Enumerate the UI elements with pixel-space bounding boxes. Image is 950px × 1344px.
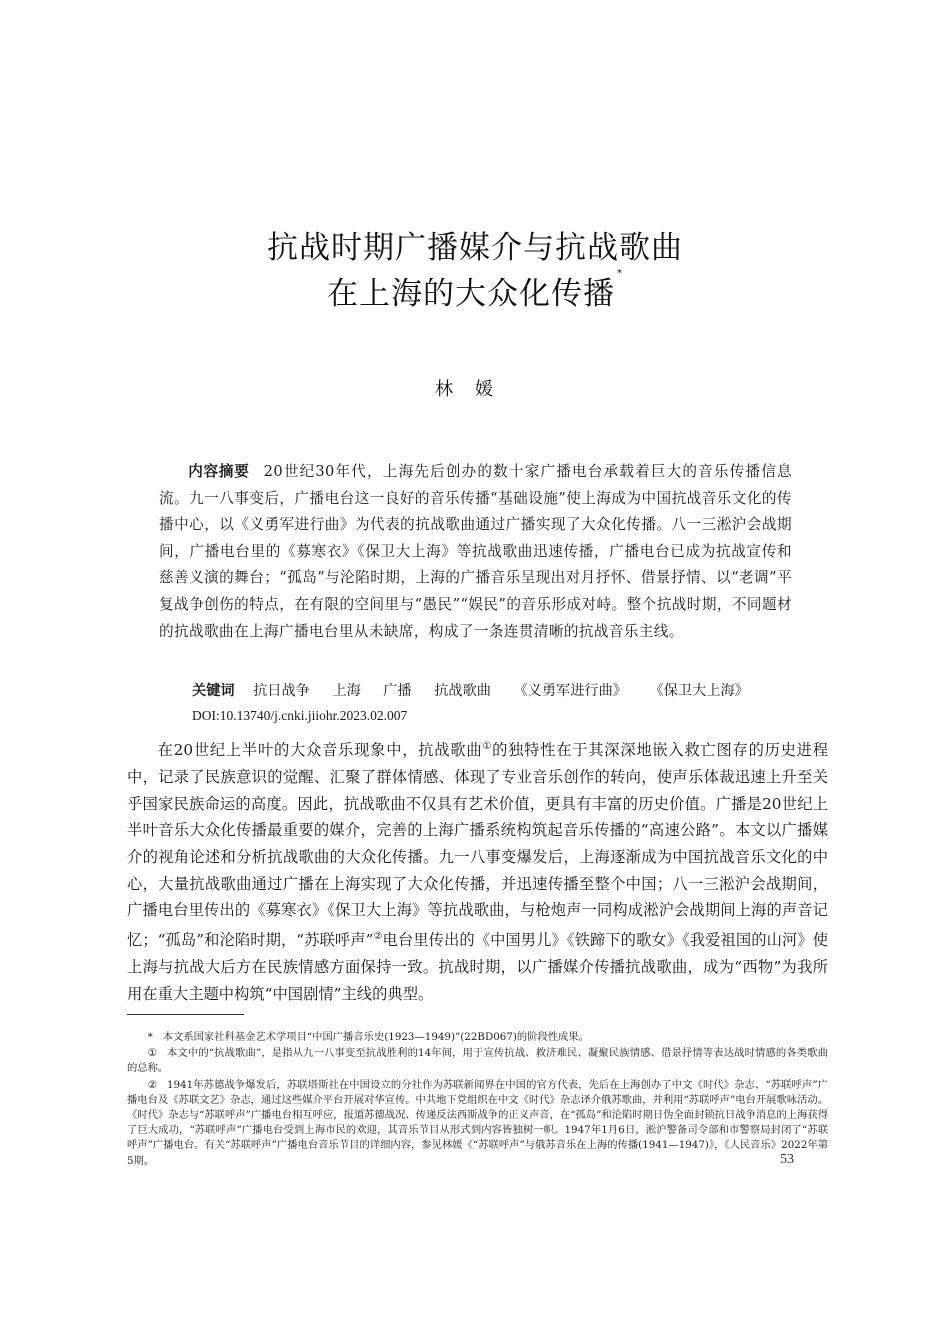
abstract-label: 内容摘要: [188, 463, 250, 480]
footnote-ref-1[interactable]: ①: [482, 741, 493, 752]
abstract-text: 20世纪30年代，上海先后创办的数十家广播电台承载着巨大的音乐传播信息流。九一八事变后，广播电台这一良好的音乐传播“基础设施”使上海成为中国抗战音乐文化的传播中心，以《义勇军进行曲》为代表的抗战歌曲通过广播实现了大众化传播。八一三淞沪会战期间，广播电台里的《募寒衣》《保卫大上海》等抗战歌曲迅速传播，广播电台已成为抗战宣传和慈善义演的舞台；“孤岛”与沦陷时期，上海的广播音乐呈现出对月抒怀、借景抒情、以“老调”平复战争创伤的特点，在有限的空间里与“愚民”“娱民”的音乐形成对峙。整个抗战时期，不同题材的抗战歌曲在上海广播电台里从未缺席，构成了一条连贯清晰的抗战音乐主线。: [159, 463, 792, 640]
footnote-mark: ①: [147, 1047, 157, 1060]
article-title-line-2-text: 在上海的大众化传播: [327, 276, 615, 312]
footnote-item: [127, 1030, 828, 1045]
body-text-part-1: 在20世纪上半叶的大众音乐现象中，抗战歌曲: [157, 741, 483, 760]
keywords: [192, 680, 767, 700]
author-name: 林媛: [435, 379, 515, 400]
article-title-line-1: 抗战时期广播媒介与抗战歌曲: [267, 230, 683, 266]
footnote-ref-2[interactable]: ②: [373, 931, 383, 943]
keyword-item: 广播: [383, 683, 412, 699]
body-text-part-2: 的独特性在于其深深地嵌入救亡图存的历史进程中，记录了民族意识的觉醒、汇聚了群体情感、体现了专业音乐创作的转向，使声乐体裁迅速上升至关乎国家民族命运的高度。因此，抗战歌曲不仅具有艺术价值，更具有丰富的历史价值。广播是20世纪上半叶音乐大众化传播最重要的媒介，完善的上海广播系统构筑起音乐传播的“高速公路”。本文以广播媒介的视角论述和分析抗战歌曲的大众化传播。九一八事变爆发后，上海逐渐成为中国抗战音乐文化的中心，大量抗战歌曲通过广播在上海实现了大众化传播，并迅速传播至整个中国；八一三淞沪会战期间，广播电台里传出的《募寒衣》《保卫大上海》等抗战歌曲，与枪炮声一同构成淞沪会战期间上海的声音记忆；“孤岛”和沦陷时期，“苏联呼声”: [127, 741, 828, 950]
footnote-text: 本文中的“抗战歌曲”，是指从九一八事变至抗战胜利的14年间，用于宣传抗战、救济难民、凝聚民族情感、借景抒情等表达战时情感的各类歌曲的总称。: [127, 1047, 828, 1075]
page-number: 53: [780, 1152, 794, 1167]
footnote-mark: *: [147, 1031, 153, 1043]
footnote-mark: ②: [147, 1078, 157, 1091]
footnote-text: 1941年苏德战争爆发后，苏联塔斯社在中国设立的分社作为苏联新闻界在中国的官方代表，先后在上海创办了中文《时代》杂志、“苏联呼声”广播电台及《苏联文艺》杂志，通过这些媒介平台开展对华宣传。中共地下党组织在中文《时代》杂志译介俄苏歌曲，并利用“苏联呼声”电台开展歌咏活动。《时代》杂志与“苏联呼声”广播电台相互呼应，报道苏德战况、传递反法西斯战争的正义声音，在“孤岛”和沦陷时期日伪全面封锁抗日战争消息的上海获得了巨大成功，“苏联呼声”广播电台受到上海市民的欢迎，其音乐节目从形式到内容皆独树一帜。1947年1月6日，淞沪警备司令部和市警察局封闭了“苏联呼声”广播电台。有关“苏联呼声”广播电台音乐节目的详细内容，参见林媛《“苏联呼声”与俄苏音乐在上海的传播(1941—1947)》，《人民音乐》2022年第5期。: [127, 1078, 829, 1167]
footnote-text: 本文系国家社科基金艺术学项目“中国广播音乐史(1923—1949)”(22BD067)的阶段性成果。: [162, 1031, 589, 1043]
keyword-item: 上海: [332, 683, 361, 699]
keyword-item: 《保卫大上海》: [649, 683, 749, 699]
keyword-item: 抗战歌曲: [434, 683, 491, 699]
article-title-line-2: [0, 268, 950, 313]
doi[interactable]: DOI:10.13740/j.cnki.jiiohr.2023.02.007: [192, 708, 408, 723]
title-footnote-mark[interactable]: *: [617, 268, 623, 279]
body-paragraph: [127, 734, 828, 1007]
abstract: [159, 459, 792, 645]
keywords-label: 关键词: [192, 683, 235, 699]
footnote-divider: [127, 1014, 244, 1015]
footnote-item: [127, 1078, 828, 1169]
keyword-item: 抗日战争: [253, 683, 310, 699]
keyword-item: 《义勇军进行曲》: [513, 683, 627, 699]
footnote-item: [127, 1046, 828, 1076]
body-text-part-3: 电台里传出的《中国男儿》《铁蹄下的歌女》《我爱祖国的山河》使上海与抗战大后方在民族情感方面保持一致。抗战时期，以广播媒介传播抗战歌曲，成为“西物”为我所用在重大主题中构筑“中国剧情”主线的典型。: [127, 931, 828, 1003]
footnotes: [127, 1030, 828, 1170]
